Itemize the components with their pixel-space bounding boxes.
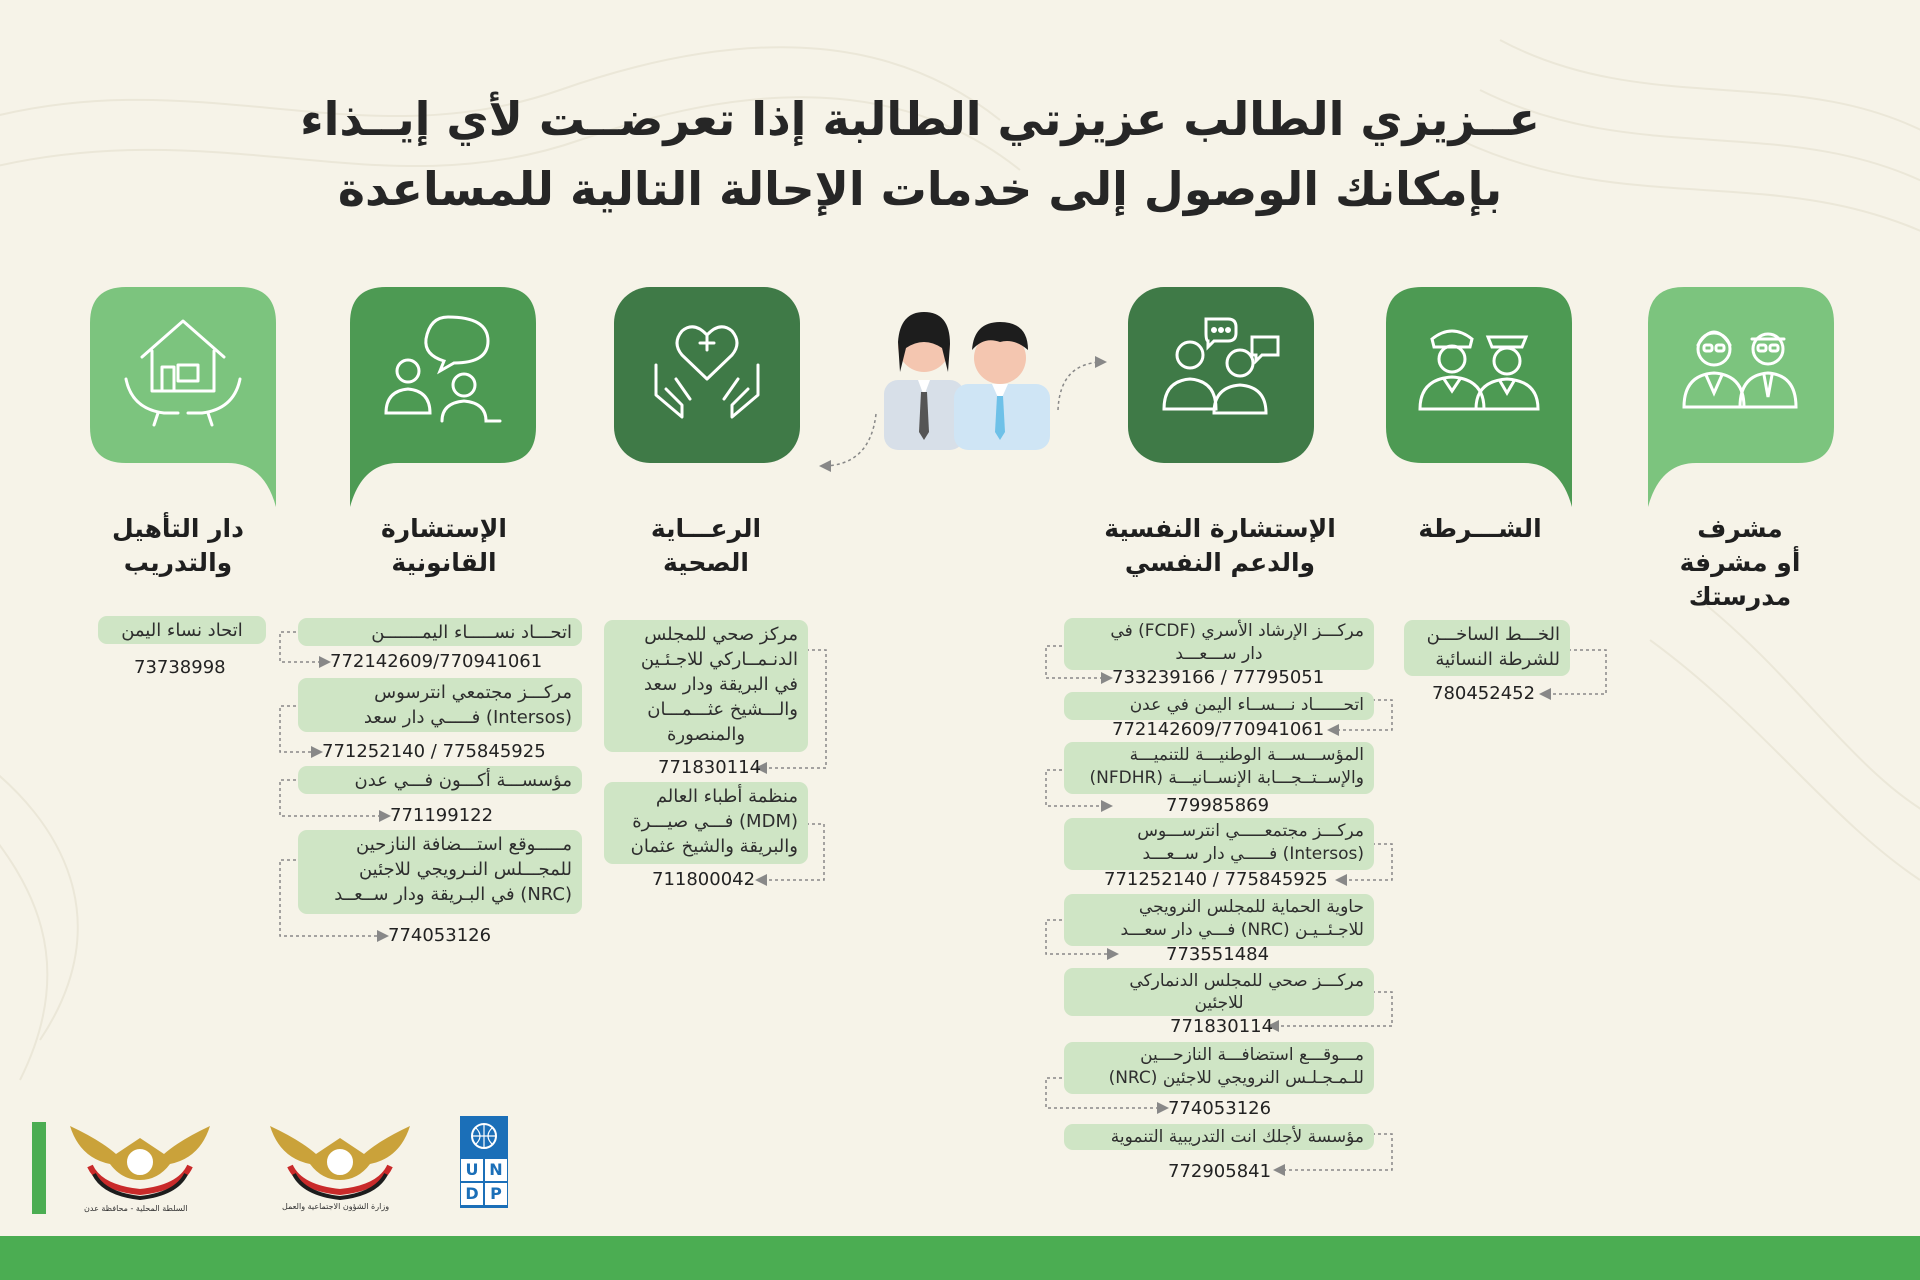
police-officers-icon [1414, 309, 1544, 429]
service-yemen-women-union-rehab [98, 616, 266, 644]
legal-consultation-icon [378, 309, 508, 429]
service-nrc-protection [1064, 894, 1374, 946]
label-police [1380, 512, 1580, 546]
yemen-emblem-ministry-logo [260, 1118, 420, 1204]
service-name: حاوية الحماية للمجلس النرويجي [1138, 897, 1364, 917]
phone-yemen-women-union-legal: 772142609/770941061 [330, 651, 543, 672]
service-name: منظمة أطباء العالم [655, 786, 798, 807]
phone-yemen-women-union-aden: 772142609/770941061 [1112, 719, 1325, 740]
service-name: والبريقة والشيخ عثمان [630, 836, 798, 857]
teachers-icon [1676, 309, 1806, 429]
health-care-icon [642, 309, 772, 429]
service-name: مركـــز مجتمعـــــي انترســـوس [1137, 821, 1364, 841]
label-line: الشـــرطة [1418, 514, 1542, 543]
service-yemen-women-union-aden [1064, 692, 1374, 720]
service-for-you-foundation [1064, 1124, 1374, 1150]
service-name: (NRC) في البـريقة ودار ســعــد [334, 884, 572, 905]
service-name: للمجـــلس النـرويجي للاجئين [358, 859, 572, 880]
service-name: مركـــز الإرشاد الأسري (FCDF) في [1110, 621, 1364, 641]
people-illustration [874, 292, 1058, 452]
label-line: الصحية [663, 548, 749, 577]
service-name: للشرطة النسائية [1435, 649, 1560, 670]
undp-letter: D [461, 1183, 483, 1205]
service-name: (Intersos) فـــــي دار ســعـــد [1142, 844, 1364, 864]
service-nrc-displacement-site [1064, 1042, 1374, 1094]
phone-yemen-women-union-rehab: 73738998 [134, 657, 226, 678]
label-line: الإستشارة [381, 514, 507, 543]
phone-nrc-displacement-site: 774053126 [1168, 1098, 1272, 1119]
service-name: الخـــط الساخـــن [1426, 624, 1560, 645]
service-name: والـــشيخ عثـــمـــان [647, 699, 798, 720]
phone-intersos-psych: 771252140 / 775845925 [1104, 869, 1328, 890]
un-emblem-icon [466, 1120, 502, 1154]
label-line: الإستشارة النفسية [1104, 514, 1336, 543]
service-name: اتحاد نساء اليمن [121, 620, 243, 641]
service-nfdhr [1064, 742, 1374, 794]
service-name: مؤسســـة أكـــون فـــي عدن [354, 770, 572, 791]
service-name: (MDM) فـــي صيـــرة [632, 811, 798, 832]
service-name: مـــوقـــع استضافـــة النازحـــين [1140, 1045, 1364, 1065]
label-school-supervisor [1640, 512, 1840, 614]
phone-drc-health-center: 771830114 [658, 757, 762, 778]
local-authority-caption: السلطة المحلية - محافظة عدن [84, 1204, 188, 1213]
card-rehabilitation [90, 287, 276, 507]
service-mdm [604, 782, 808, 864]
service-fcdf [1064, 618, 1374, 670]
undp-letters [460, 1158, 508, 1206]
card-police [1386, 287, 1572, 507]
undp-letter: N [485, 1159, 507, 1181]
footer-bar [0, 1236, 1920, 1280]
label-line: دار التأهيل [112, 514, 244, 543]
service-name: المؤســـســـة الوطنيـــة للتنميـــة [1129, 745, 1364, 765]
service-nrc-site-legal [298, 830, 582, 914]
phone-intersos-legal: 771252140 / 775845925 [322, 741, 546, 762]
service-name: مـــــوقع استـــضافة النازحين [356, 834, 572, 855]
label-line: القانونية [391, 548, 497, 577]
service-name: مؤسسة لأجلك انت التدريبية التنموية [1110, 1127, 1364, 1147]
phone-nrc-protection: 773551484 [1166, 944, 1270, 965]
label-rehabilitation [78, 512, 278, 580]
label-line: والتدريب [123, 548, 233, 577]
phone-akoun-foundation: 771199122 [390, 805, 494, 826]
phone-police-hotline: 780452452 [1432, 683, 1536, 704]
service-drc-health-psych [1064, 968, 1374, 1016]
service-name: للـمـجـلـس النرويجي للاجئين (NRC) [1108, 1068, 1364, 1088]
service-name: مركـــز مجتمعي انترسوس [374, 682, 572, 703]
undp-letter: P [485, 1183, 507, 1205]
service-name: في البريقة ودار سعد [643, 674, 798, 695]
service-yemen-women-union-legal [298, 618, 582, 646]
undp-logo [460, 1116, 508, 1208]
service-name: والإســتــجـــابة الإنســانيـــة (NFDHR) [1089, 768, 1364, 788]
service-name: والمنصورة [666, 724, 746, 745]
service-name: (Intersos) فـــــي دار سعد [363, 707, 572, 728]
service-akoun-foundation [298, 766, 582, 794]
label-psychological [1080, 512, 1360, 580]
service-police-hotline [1404, 620, 1570, 676]
service-name: مركز صحي للمجلس [644, 624, 798, 645]
counseling-icon [1156, 309, 1286, 429]
service-name: الدنـمــاركي للاجـئـين [640, 649, 798, 670]
service-name: مركـــز صحي للمجلس الدنماركي [1129, 971, 1364, 991]
service-name: اتحـــاد نســـــاء اليمـــــــن [371, 622, 572, 643]
label-line: أو مشرفة [1679, 548, 1801, 577]
card-psychological [1128, 287, 1314, 507]
phone-fcdf: 733239166 / 77795051 [1112, 667, 1325, 688]
footer-accent-bar [32, 1122, 46, 1214]
service-intersos-legal [298, 678, 582, 732]
ministry-caption: وزارة الشؤون الاجتماعية والعمل [282, 1202, 390, 1211]
service-name: اتحــــــاد نـــســاء اليمن في عدن [1129, 695, 1364, 715]
page-title-line-2: بإمكانك الوصول إلى خدمات الإحالة التالية للمساعدة [337, 162, 1503, 216]
service-name: للاجئين [1194, 993, 1244, 1013]
service-name: دار ســـعـــد [1175, 644, 1263, 664]
phone-drc-health-psych: 771830114 [1170, 1016, 1274, 1037]
label-line: مدرستك [1688, 582, 1792, 611]
service-intersos-psych [1064, 818, 1374, 870]
undp-letter: U [461, 1159, 483, 1181]
card-school-supervisor [1648, 287, 1834, 507]
phone-nrc-site-legal: 774053126 [388, 925, 492, 946]
label-line: مشرف [1697, 514, 1783, 543]
card-health-care [614, 287, 800, 507]
phone-mdm: 711800042 [652, 869, 756, 890]
phone-nfdhr: 779985869 [1166, 795, 1270, 816]
page-title-line-1: عــزيزي الطالب عزيزتي الطالبة إذا تعرضــت لأي إيــذاء [300, 92, 1540, 146]
service-name: للاجـئــيـن (NRC) فـــي دار سعـــد [1120, 920, 1364, 940]
label-line: الرعـــاية [650, 514, 762, 543]
label-line: والدعم النفسي [1124, 548, 1316, 577]
card-legal-consultation [350, 287, 536, 507]
rehabilitation-house-icon [118, 309, 248, 429]
yemen-emblem-local-authority-logo [60, 1118, 220, 1204]
phone-for-you-foundation: 772905841 [1168, 1161, 1272, 1182]
service-drc-health-center [604, 620, 808, 752]
label-health-care [606, 512, 806, 580]
label-legal-consultation [344, 512, 544, 580]
